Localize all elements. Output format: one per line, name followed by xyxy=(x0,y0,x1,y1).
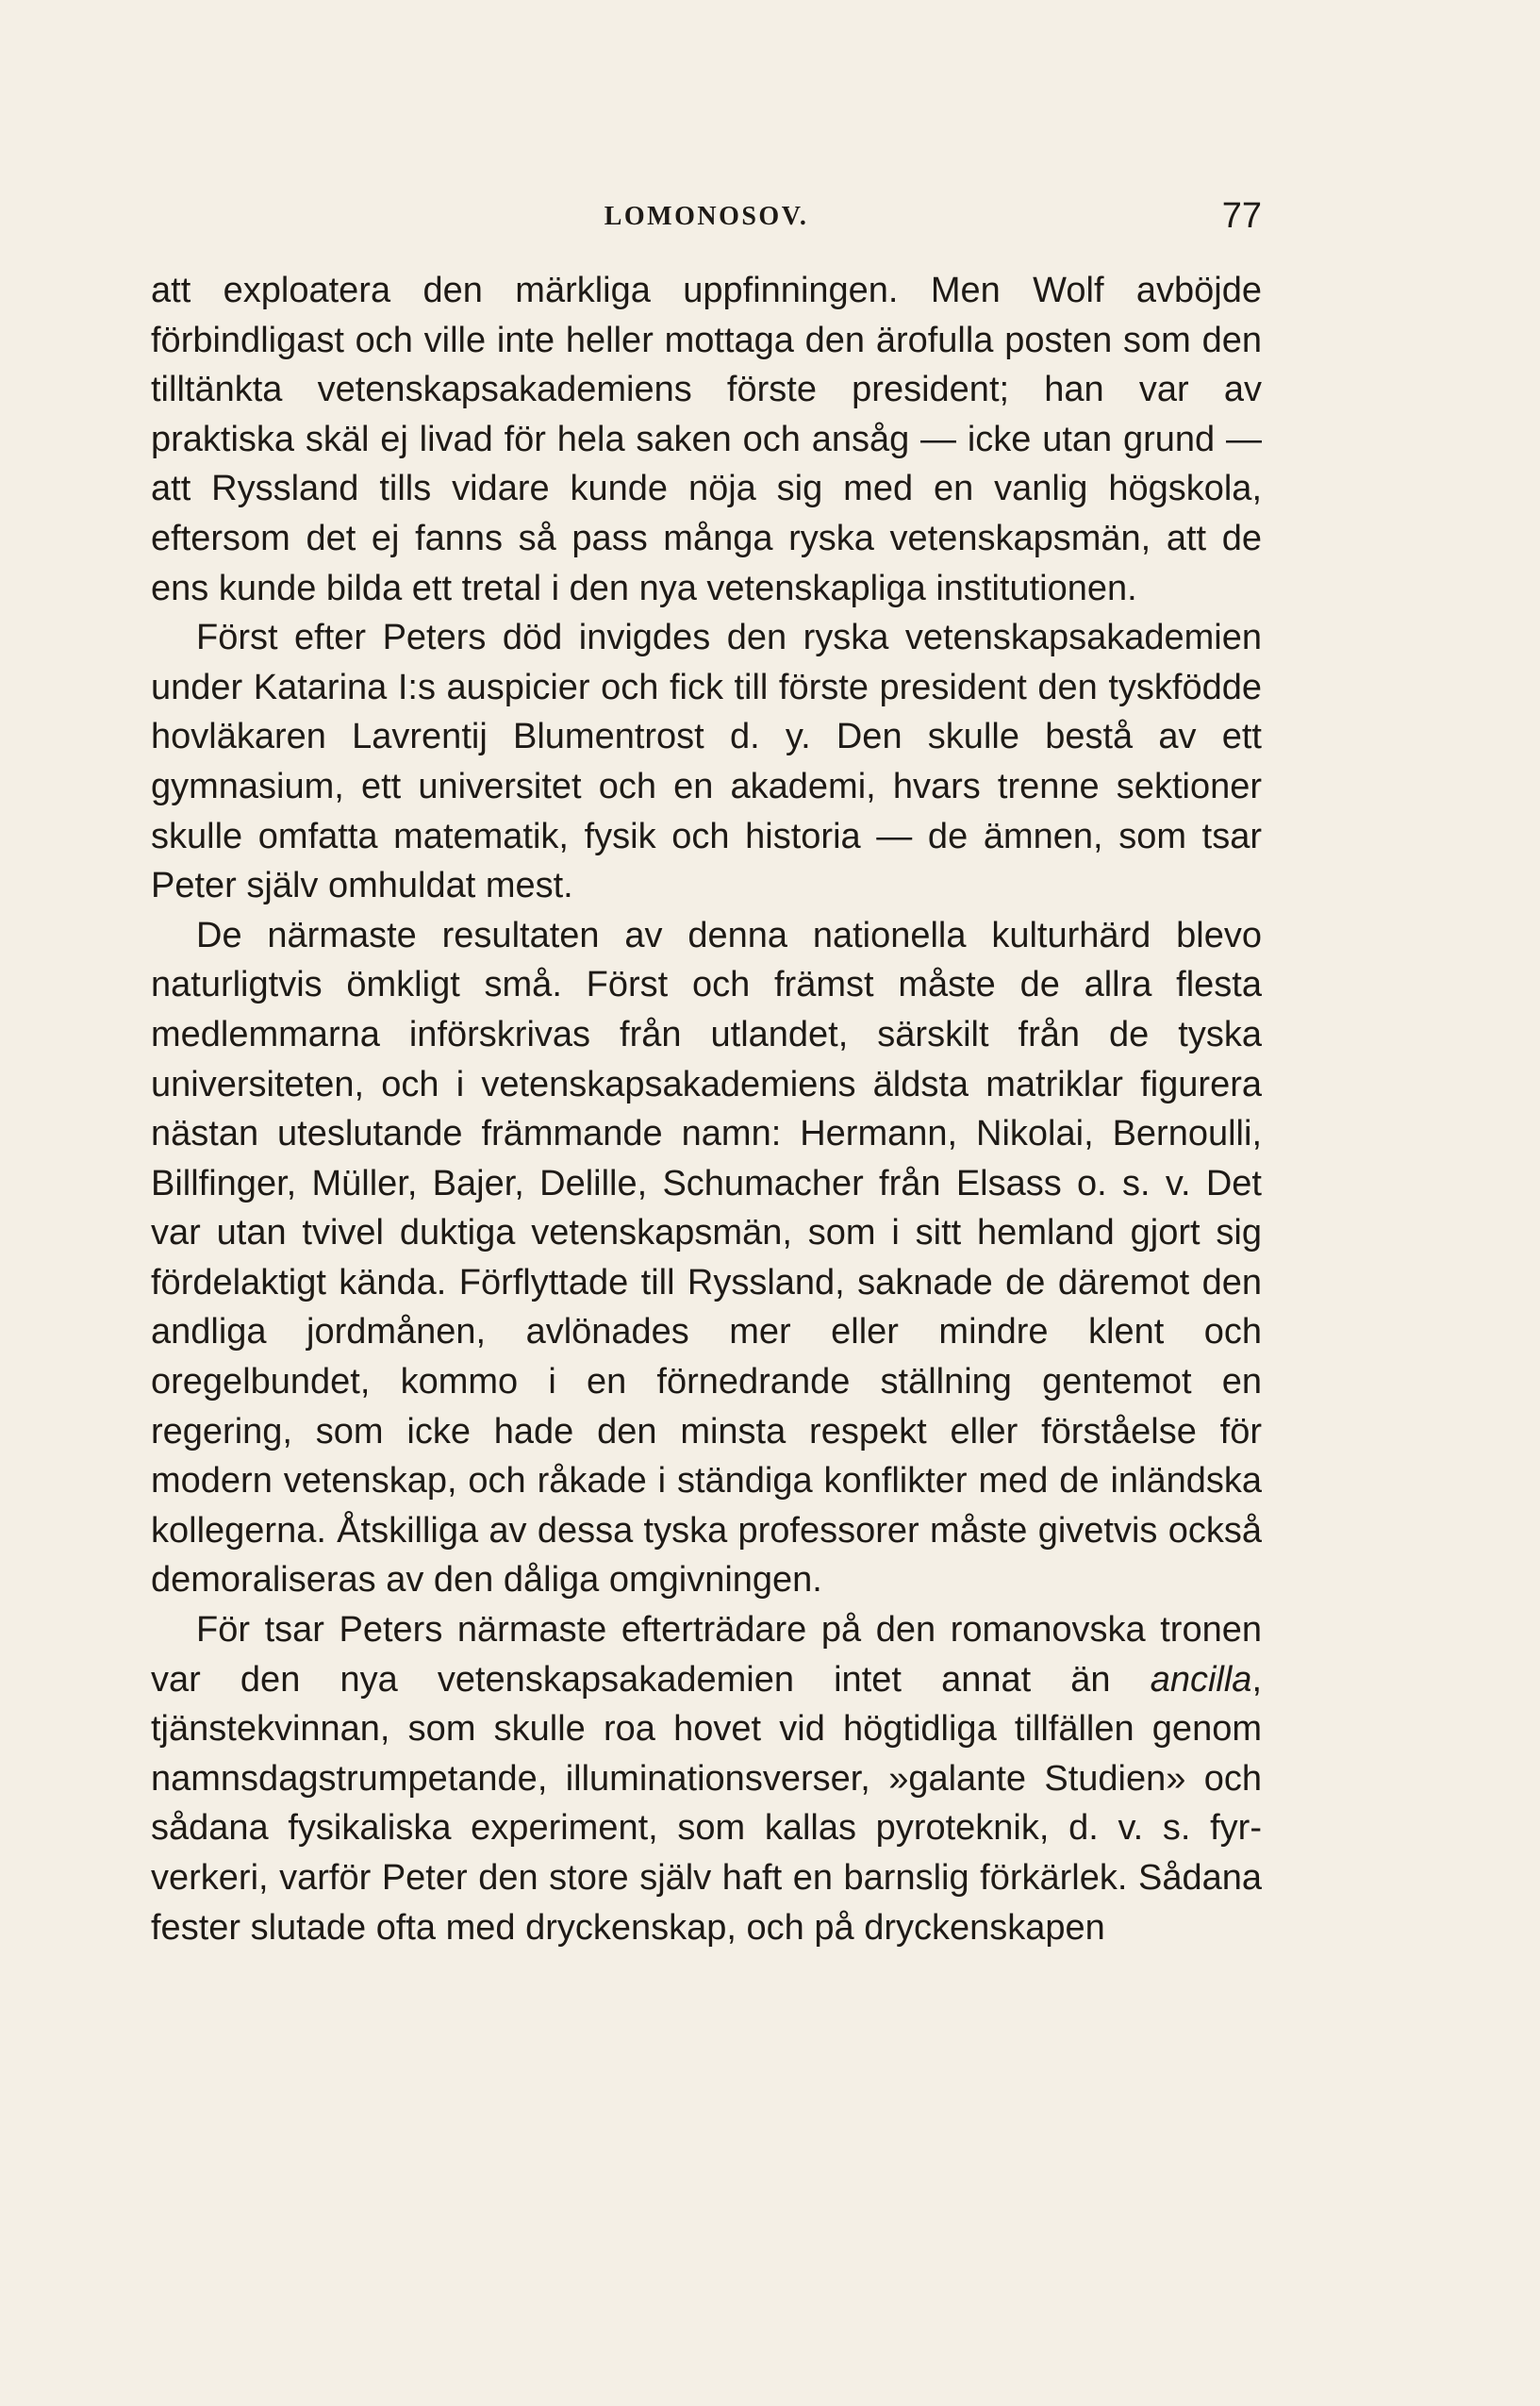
paragraph: De närmaste resultaten av denna nationella kulturhärd blevo naturligtvis ömkligt små. Först och främst måste de allra flesta medlemmarna införskrivas från utlandet, särskilt från de tyska universiteten, och i vetenskapsakademiens äldsta matriklar figurera nästan uteslutande främmande namn: Hermann, Nikolai, Bernoulli, Billfinger, Müller, Bajer, Delille, Schumacher från Elsass o. s. v. Det var utan tvivel duktiga vetenskapsmän, som i sitt hemland gjort sig fördelaktigt kända. Förflyttade till Ryssland, saknade de däremot den andliga jordmånen, avlönades mer eller mindre klent och oregelbundet, kommo i en förnedrande ställning gentemot en regering, som icke hade den minsta respekt eller förståelse för modern vetenskap, och råkade i ständiga konflikter med de inländska kollegerna. Åtskilliga av dessa tyska professorer måste givetvis också demoraliseras av den dåliga omgivningen. xyxy=(151,915,1262,1601)
paragraph-text: För tsar Peters närmaste efterträdare på den romanovska tronen var den nya vetenskapsakademien intet annat än xyxy=(151,1610,1262,1700)
running-head: LOMONOSOV. xyxy=(604,202,809,231)
paragraph: Först efter Peters död invigdes den ryska vetenskapsakademien under Katarina I:s auspicier och fick till förste president den tyskfödde hovläkaren Lavrentij Blumentrost d. y. Den skulle bestå av ett gymnasium, ett universitet och en akademi, hvars trenne sektioner skulle omfatta matematik, fysik och historia — de ämnen, som tsar Peter själv omhuldat mest. xyxy=(151,618,1262,906)
page-header xyxy=(151,196,1262,234)
paragraph-text: , tjänstekvinnan, som skulle roa hovet vid högtidliga tillfällen genom namnsdagstrumpetande, illuminationsverser, »galante Studien» och sådana fysikaliska experiment, som kallas pyroteknik, d. v. s. fyrverkeri, varför Peter den store själv haft en barnslig förkärlek. Sådana fester slutade ofta med dryckenskap, och på dryckenskapen xyxy=(151,1659,1262,1948)
italic-word: ancilla xyxy=(1150,1659,1252,1700)
paragraph: att exploatera den märkliga uppfinningen. Men Wolf avböjde förbindligast och ville inte heller mottaga den ärofulla posten som den tilltänkta vetenskapsakademiens förste president; han var av praktiska skäl ej livad för hela saken och ansåg — icke utan grund — att Ryssland tills vidare kunde nöja sig med en vanlig högskola, eftersom det ej fanns så pass många ryska vetenskapsmän, att de ens kunde bilda ett tretal i den nya vetenskapliga institutionen. xyxy=(151,271,1262,608)
body-text xyxy=(151,266,1262,1952)
paragraph xyxy=(151,1605,1262,1952)
page-number: 77 xyxy=(1221,196,1262,236)
